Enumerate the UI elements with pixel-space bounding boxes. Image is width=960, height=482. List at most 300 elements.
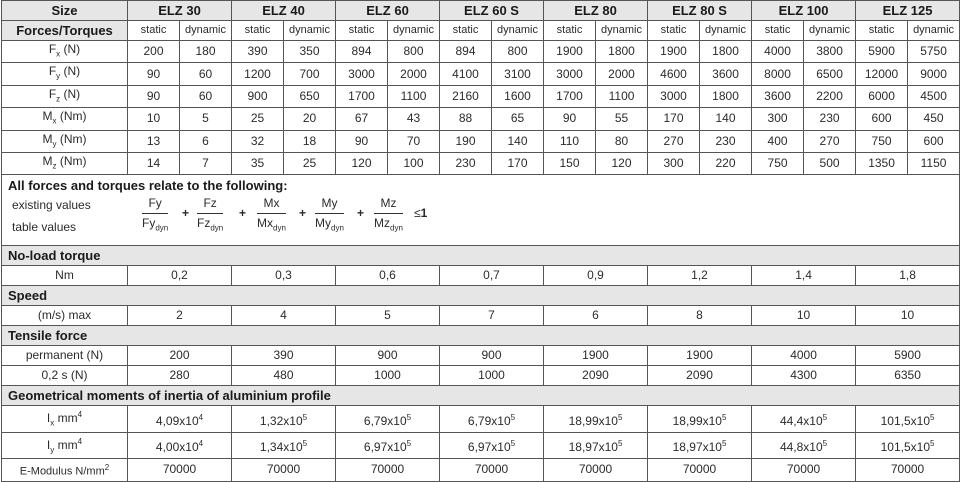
inertia-value <box>440 406 544 432</box>
noload-row-value: 1,8 <box>856 266 960 286</box>
model-header: ELZ 30 <box>128 1 232 21</box>
size-label: Size <box>2 1 128 21</box>
tensile-row-value: 900 <box>440 346 544 366</box>
inertia-unit: mm <box>57 411 78 426</box>
emodulus-value: 70000 <box>648 459 752 482</box>
force-label <box>2 130 128 152</box>
inertia-section-title: Geometrical moments of inertia of aluminium profile <box>2 386 960 406</box>
force-value: 270 <box>648 130 700 152</box>
static-label: static <box>648 21 700 41</box>
force-value: 600 <box>908 130 960 152</box>
force-value: 140 <box>492 130 544 152</box>
force-value: 3600 <box>752 85 804 107</box>
force-value: 70 <box>388 130 440 152</box>
inertia-exponent: 5 <box>510 412 516 422</box>
inertia-row <box>2 432 960 458</box>
force-value: 300 <box>752 108 804 130</box>
inertia-mantissa: 44,4x10 <box>779 413 823 428</box>
fraction-numerator: Fy <box>142 195 168 214</box>
inertia-subscript: x <box>50 418 55 428</box>
force-value: 170 <box>492 152 544 174</box>
inertia-value <box>648 406 752 432</box>
force-value: 65 <box>492 108 544 130</box>
force-value: 600 <box>856 108 908 130</box>
force-value: 1800 <box>700 41 752 63</box>
force-value: 80 <box>596 130 648 152</box>
speed-row-value: 6 <box>544 306 648 326</box>
force-value: 800 <box>492 41 544 63</box>
force-value: 350 <box>284 41 336 63</box>
force-value: 390 <box>232 41 284 63</box>
tensile-row-value: 4000 <box>752 346 856 366</box>
inertia-exponent: 5 <box>406 438 412 448</box>
model-header: ELZ 60 <box>336 1 440 21</box>
inertia-mantissa: 18,97x10 <box>568 439 618 454</box>
force-value: 900 <box>232 85 284 107</box>
force-value: 120 <box>336 152 388 174</box>
force-value: 200 <box>128 41 180 63</box>
force-unit: (Nm) <box>59 153 87 168</box>
force-value: 6500 <box>804 63 856 85</box>
force-value: 140 <box>700 108 752 130</box>
plus-sign: + <box>299 206 307 221</box>
speed-section <box>2 286 960 306</box>
specs-table <box>1 0 960 482</box>
speed-row-value: 10 <box>856 306 960 326</box>
static-dynamic-row <box>2 21 960 41</box>
force-value: 1200 <box>232 63 284 85</box>
inertia-mantissa: 6,97x10 <box>363 439 407 454</box>
tensile-row-value: 1000 <box>440 366 544 386</box>
force-value: 180 <box>180 41 232 63</box>
force-value: 90 <box>128 85 180 107</box>
force-value: 2000 <box>388 63 440 85</box>
plus-sign: + <box>239 206 247 221</box>
inertia-exponent: 5 <box>510 438 516 448</box>
force-subscript: z <box>56 94 61 104</box>
tensile-row-value: 1000 <box>336 366 440 386</box>
force-value: 500 <box>804 152 856 174</box>
emodulus-value: 70000 <box>544 459 648 482</box>
formula-box <box>2 175 959 245</box>
tensile-row-value: 480 <box>232 366 336 386</box>
force-value: 7 <box>180 152 232 174</box>
static-label: static <box>232 21 284 41</box>
force-row <box>2 108 960 130</box>
speed-row-value: 5 <box>336 306 440 326</box>
force-symbol: M <box>42 109 53 124</box>
emodulus-value: 70000 <box>856 459 960 482</box>
force-value: 3000 <box>648 85 700 107</box>
fraction-denominator <box>315 214 344 236</box>
speed-section-title: Speed <box>2 286 960 306</box>
force-unit: (N) <box>63 64 81 79</box>
force-value: 1700 <box>336 85 388 107</box>
dynamic-label: dynamic <box>596 21 648 41</box>
force-value: 110 <box>544 130 596 152</box>
inertia-mantissa: 6,79x10 <box>363 413 407 428</box>
denominator-symbol: My <box>315 216 331 231</box>
force-value: 3000 <box>544 63 596 85</box>
speed-row-value: 8 <box>648 306 752 326</box>
force-label <box>2 152 128 174</box>
force-value: 1800 <box>596 41 648 63</box>
emodulus-value: 70000 <box>336 459 440 482</box>
dynamic-label: dynamic <box>804 21 856 41</box>
force-value: 88 <box>440 108 492 130</box>
force-value: 3600 <box>700 63 752 85</box>
inertia-mantissa: 4,00x10 <box>155 439 199 454</box>
force-value: 20 <box>284 108 336 130</box>
inertia-value <box>752 406 856 432</box>
inertia-exponent: 5 <box>302 412 308 422</box>
inertia-value <box>232 432 336 458</box>
speed-row-label: (m/s) max <box>2 306 128 326</box>
inertia-value <box>544 432 648 458</box>
static-label: static <box>544 21 596 41</box>
force-value: 400 <box>752 130 804 152</box>
force-value: 12000 <box>856 63 908 85</box>
inertia-mantissa: 1,34x10 <box>259 439 303 454</box>
inertia-mantissa: 6,79x10 <box>467 413 511 428</box>
forces-label: Forces/Torques <box>2 21 128 41</box>
speed-row-value: 4 <box>232 306 336 326</box>
emodulus-value: 70000 <box>752 459 856 482</box>
force-value: 3000 <box>336 63 388 85</box>
model-header: ELZ 80 S <box>648 1 752 21</box>
noload-row-value: 1,4 <box>752 266 856 286</box>
tensile-row-value: 6350 <box>856 366 960 386</box>
force-symbol: M <box>42 131 53 146</box>
noload-row-value: 0,6 <box>336 266 440 286</box>
inertia-unit: mm <box>57 437 78 452</box>
noload-row-label: Nm <box>2 266 128 286</box>
inertia-exponent: 5 <box>721 412 727 422</box>
dynamic-label: dynamic <box>492 21 544 41</box>
fraction-denominator <box>257 214 286 236</box>
force-label <box>2 108 128 130</box>
emodulus-value: 70000 <box>232 459 336 482</box>
force-subscript: y <box>56 71 61 81</box>
tensile-row-value: 5900 <box>856 346 960 366</box>
inertia-exponent: 5 <box>822 412 828 422</box>
inertia-value <box>128 432 232 458</box>
force-value: 35 <box>232 152 284 174</box>
inertia-value <box>648 432 752 458</box>
tensile-row-value: 2090 <box>648 366 752 386</box>
inertia-exponent: 5 <box>302 438 308 448</box>
table-values-label: table values <box>12 220 77 235</box>
inertia-unit-exponent: 4 <box>77 436 83 446</box>
force-value: 2200 <box>804 85 856 107</box>
tensile-section <box>2 326 960 346</box>
denominator-subscript: dyn <box>273 223 286 233</box>
static-label: static <box>336 21 388 41</box>
force-value: 55 <box>596 108 648 130</box>
force-value: 894 <box>440 41 492 63</box>
inertia-exponent: 5 <box>822 438 828 448</box>
tensile-row <box>2 366 960 386</box>
noload-section-title: No-load torque <box>2 246 960 266</box>
emodulus-label <box>2 459 128 482</box>
force-value: 67 <box>336 108 388 130</box>
force-symbol: F <box>48 86 57 101</box>
force-value: 25 <box>232 108 284 130</box>
force-value: 1350 <box>856 152 908 174</box>
dynamic-label: dynamic <box>700 21 752 41</box>
speed-row-value: 10 <box>752 306 856 326</box>
force-value: 120 <box>596 152 648 174</box>
emodulus-row <box>2 459 960 482</box>
denominator-subscript: dyn <box>390 223 403 233</box>
denominator-symbol: Fy <box>142 216 156 231</box>
denominator-subscript: dyn <box>210 223 224 233</box>
denominator-subscript: dyn <box>155 223 169 233</box>
inertia-label <box>2 406 128 432</box>
force-value: 700 <box>284 63 336 85</box>
speed-row <box>2 306 960 326</box>
fraction-numerator: Mx <box>257 195 286 214</box>
force-value: 10 <box>128 108 180 130</box>
tensile-row-label: permanent (N) <box>2 346 128 366</box>
force-value: 25 <box>284 152 336 174</box>
fraction-numerator: Mz <box>374 195 403 214</box>
force-label <box>2 41 128 63</box>
force-label <box>2 85 128 107</box>
force-row <box>2 130 960 152</box>
force-row <box>2 152 960 174</box>
force-value: 230 <box>804 108 856 130</box>
inertia-exponent: 5 <box>406 412 412 422</box>
header-row <box>2 1 960 21</box>
force-value: 60 <box>180 85 232 107</box>
inertia-value <box>336 432 440 458</box>
inertia-exponent: 5 <box>930 412 935 422</box>
noload-row-value: 0,7 <box>440 266 544 286</box>
existing-values-label: existing values <box>12 198 91 213</box>
dynamic-label: dynamic <box>284 21 336 41</box>
force-value: 750 <box>856 130 908 152</box>
static-label: static <box>128 21 180 41</box>
inertia-mantissa: 44,8x10 <box>779 439 823 454</box>
inertia-exponent: 5 <box>617 412 623 422</box>
force-value: 190 <box>440 130 492 152</box>
force-value: 8000 <box>752 63 804 85</box>
noload-row-value: 1,2 <box>648 266 752 286</box>
emodulus-text: E-Modulus N/mm <box>19 465 105 478</box>
fraction-denominator <box>374 214 403 236</box>
tensile-row-label: 0,2 s (N) <box>2 366 128 386</box>
force-subscript: x <box>56 49 61 59</box>
dynamic-label: dynamic <box>908 21 960 41</box>
force-value: 6 <box>180 130 232 152</box>
tensile-row-value: 2090 <box>544 366 648 386</box>
denominator-symbol: Fz <box>197 216 211 231</box>
fraction-denominator <box>197 214 223 236</box>
force-value: 230 <box>440 152 492 174</box>
static-label: static <box>440 21 492 41</box>
inertia-exponent: 5 <box>617 438 623 448</box>
force-value: 32 <box>232 130 284 152</box>
tensile-row-value: 1900 <box>544 346 648 366</box>
force-value: 1700 <box>544 85 596 107</box>
fraction-numerator: Fz <box>197 195 223 214</box>
inertia-subscript: y <box>50 445 55 455</box>
force-value: 300 <box>648 152 700 174</box>
inertia-mantissa: 4,09x10 <box>155 413 199 428</box>
inertia-mantissa: 18,99x10 <box>568 413 618 428</box>
force-symbol: F <box>48 64 57 79</box>
dynamic-label: dynamic <box>388 21 440 41</box>
noload-row-value: 0,2 <box>128 266 232 286</box>
force-subscript: y <box>52 138 57 148</box>
force-unit: (Nm) <box>59 131 87 146</box>
one-value: 1 <box>420 206 428 221</box>
force-value: 230 <box>700 130 752 152</box>
force-value: 90 <box>128 63 180 85</box>
force-value: 5 <box>180 108 232 130</box>
force-unit: (N) <box>63 86 81 101</box>
inertia-exponent: 4 <box>198 412 204 422</box>
force-value: 4500 <box>908 85 960 107</box>
inertia-value <box>752 432 856 458</box>
force-value: 1900 <box>648 41 700 63</box>
fraction <box>315 195 344 236</box>
force-value: 60 <box>180 63 232 85</box>
tensile-row-value: 390 <box>232 346 336 366</box>
force-symbol: F <box>48 42 57 56</box>
model-header: ELZ 80 <box>544 1 648 21</box>
force-value: 3800 <box>804 41 856 63</box>
force-value: 2000 <box>596 63 648 85</box>
inertia-row <box>2 406 960 432</box>
inertia-label <box>2 432 128 458</box>
model-header: ELZ 40 <box>232 1 336 21</box>
inertia-symbol: I <box>46 437 51 452</box>
model-header: ELZ 125 <box>856 1 960 21</box>
denominator-subscript: dyn <box>331 223 344 233</box>
tensile-section-title: Tensile force <box>2 326 960 346</box>
tensile-row-value: 200 <box>128 346 232 366</box>
force-value: 90 <box>544 108 596 130</box>
inertia-mantissa: 18,99x10 <box>672 413 722 428</box>
fraction-numerator: My <box>315 195 344 214</box>
inertia-value <box>336 406 440 432</box>
noload-section <box>2 246 960 266</box>
plus-sign: + <box>182 206 190 221</box>
force-value: 6000 <box>856 85 908 107</box>
inertia-mantissa: 18,97x10 <box>672 439 722 454</box>
noload-row <box>2 266 960 286</box>
inertia-unit-exponent: 4 <box>77 410 83 420</box>
tensile-row-value: 280 <box>128 366 232 386</box>
force-value: 13 <box>128 130 180 152</box>
dynamic-label: dynamic <box>180 21 232 41</box>
force-value: 43 <box>388 108 440 130</box>
speed-row-value: 7 <box>440 306 544 326</box>
force-value: 1150 <box>908 152 960 174</box>
force-value: 650 <box>284 85 336 107</box>
plus-sign: + <box>357 206 365 221</box>
force-value: 894 <box>336 41 388 63</box>
tensile-row-value: 900 <box>336 346 440 366</box>
force-value: 1600 <box>492 85 544 107</box>
force-row <box>2 63 960 85</box>
inertia-symbol: I <box>46 411 51 426</box>
force-value: 750 <box>752 152 804 174</box>
inertia-mantissa: 1,32x10 <box>259 413 303 428</box>
tensile-row-value: 1900 <box>648 346 752 366</box>
tensile-row-value: 4300 <box>752 366 856 386</box>
inertia-value <box>128 406 232 432</box>
inertia-mantissa: 101,5x10 <box>880 439 931 454</box>
force-value: 150 <box>544 152 596 174</box>
force-value: 100 <box>388 152 440 174</box>
force-unit: (N) <box>63 42 81 56</box>
force-value: 1100 <box>388 85 440 107</box>
fraction <box>374 195 403 236</box>
force-value: 18 <box>284 130 336 152</box>
force-value: 170 <box>648 108 700 130</box>
model-header: ELZ 60 S <box>440 1 544 21</box>
force-unit: (Nm) <box>59 109 87 124</box>
inertia-value <box>440 432 544 458</box>
formula-row <box>2 175 960 246</box>
inertia-section <box>2 386 960 406</box>
inertia-exponent: 4 <box>198 438 204 448</box>
inertia-value <box>232 406 336 432</box>
force-value: 220 <box>700 152 752 174</box>
model-header: ELZ 100 <box>752 1 856 21</box>
tensile-row <box>2 346 960 366</box>
inertia-value <box>856 406 960 432</box>
force-value: 3100 <box>492 63 544 85</box>
force-value: 9000 <box>908 63 960 85</box>
inertia-exponent: 5 <box>721 438 727 448</box>
force-label <box>2 63 128 85</box>
force-value: 5750 <box>908 41 960 63</box>
inertia-value <box>856 432 960 458</box>
inertia-value <box>544 406 648 432</box>
force-value: 270 <box>804 130 856 152</box>
force-value: 2160 <box>440 85 492 107</box>
fraction <box>257 195 286 236</box>
denominator-symbol: Mx <box>257 216 273 231</box>
force-value: 1100 <box>596 85 648 107</box>
force-symbol: M <box>42 153 53 168</box>
force-row <box>2 85 960 107</box>
inertia-mantissa: 6,97x10 <box>467 439 511 454</box>
force-value: 4100 <box>440 63 492 85</box>
force-subscript: z <box>52 161 57 171</box>
emodulus-value: 70000 <box>440 459 544 482</box>
formula-title: All forces and torques relate to the following: <box>8 178 288 194</box>
noload-row-value: 0,9 <box>544 266 648 286</box>
force-value: 14 <box>128 152 180 174</box>
emodulus-exponent: 2 <box>104 463 110 473</box>
static-label: static <box>856 21 908 41</box>
force-value: 4000 <box>752 41 804 63</box>
static-label: static <box>752 21 804 41</box>
force-row <box>2 41 960 63</box>
inertia-exponent: 5 <box>930 438 935 448</box>
fraction-denominator <box>142 214 168 236</box>
noload-row-value: 0,3 <box>232 266 336 286</box>
less-equal-sign: ≤ <box>414 206 421 221</box>
force-value: 1800 <box>700 85 752 107</box>
denominator-symbol: Mz <box>374 216 390 231</box>
force-value: 90 <box>336 130 388 152</box>
